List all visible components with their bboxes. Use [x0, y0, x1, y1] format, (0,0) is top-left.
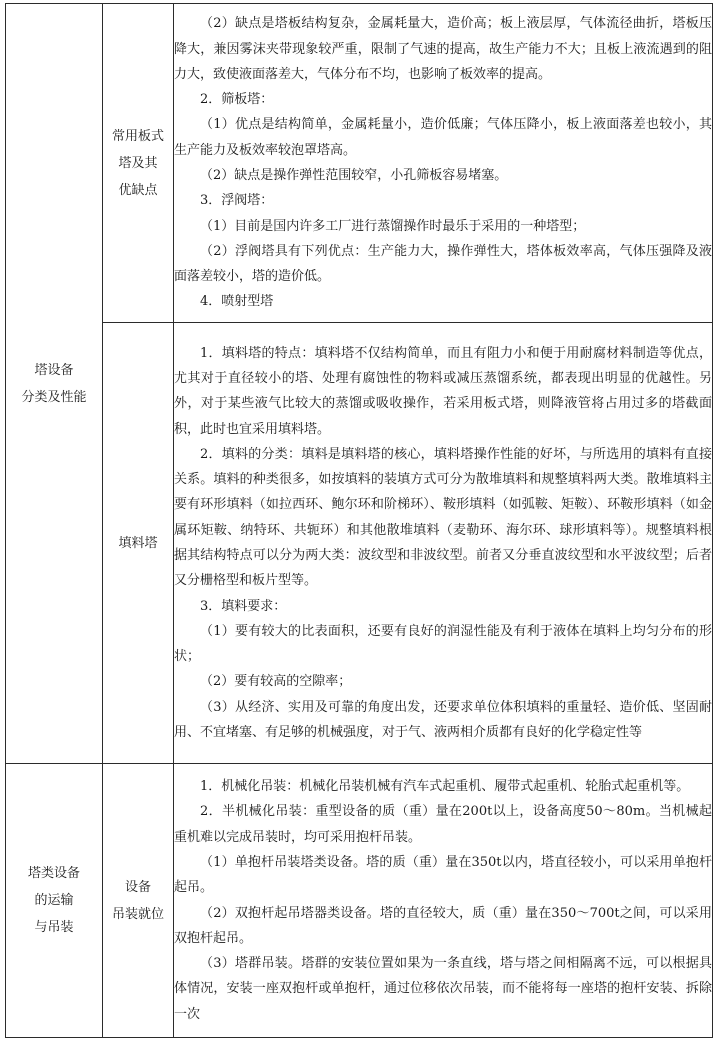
subcategory-line: 优缺点	[118, 182, 158, 198]
subcategory-line: 塔及其	[118, 155, 158, 171]
category-line: 与吊装	[34, 920, 74, 935]
table-row	[6, 4, 713, 323]
subcategory-cell	[103, 4, 174, 323]
content-cell	[174, 323, 713, 764]
subcategory-label	[103, 874, 173, 928]
paragraph: （2）要有较高的空隙率；	[200, 674, 352, 690]
content-table	[5, 3, 713, 1038]
paragraph: （1）目前是国内许多工厂进行蒸馏操作时最乐于采用的一种塔型；	[200, 218, 586, 234]
subcategory-cell	[103, 323, 174, 764]
category-label	[6, 860, 102, 941]
category-cell	[6, 4, 103, 764]
paragraph: （2）缺点是操作弹性范围较窄，小孔筛板容易堵塞。	[200, 168, 508, 183]
paragraph: （3）塔群吊装。塔群的安装位置如果为一条直线，塔与塔之间相隔离不远，可以根据具体情况，安装一座双抱杆或单抱杆，通过位移依次吊装，而不能将每一座塔的抱杆安装、拆除一次	[174, 956, 712, 1022]
subcategory-label	[103, 530, 173, 557]
category-label	[6, 357, 102, 411]
subcategory-line: 设备	[124, 879, 151, 895]
paragraph: 1．机械化吊装：机械化吊装机械有汽车式起重机、履带式起重机、轮胎式起重机等。	[200, 779, 690, 795]
category-line: 分类及性能	[21, 389, 87, 405]
paragraph: 2．半机械化吊装：重型设备的质（重）量在200t以上，设备高度50～80m。当机械起重机难以完成吊装时，均可采用抱杆吊装。	[174, 804, 712, 845]
paragraph: （1）优点是结构简单，金属耗量小，造价低廉；气体压降小，板上液面落差也较小，其生产能力及板效率较泡罩塔高。	[174, 117, 712, 158]
category-cell	[6, 764, 103, 1038]
table-row	[6, 764, 713, 1038]
subcategory-line: 填料塔	[118, 535, 158, 551]
category-line: 塔设备	[34, 362, 74, 378]
paragraph: 2．填料的分类：填料是填料塔的核心，填料塔操作性能的好坏，与所选用的填料有直接关系。填料的种类很多，如按填料的装填方式可分为散堆填料和规整填料两大类。散堆填料主要有环形填料（如拉西环、鲍尔环和阶梯环）、鞍形填料（如弧鞍、矩鞍）、环鞍形填料（如金属环矩鞍、纳特环、共轭环）和其他散堆填料（麦勒环、海尔环、球形填料等）。规整填料根据其结构特点可以分为两大类：波纹型和非波纹型。前者又分垂直波纹型和水平波纹型；后者又分栅格型和板片型等。	[174, 446, 712, 589]
table-row	[6, 323, 713, 764]
content-cell	[174, 764, 713, 1038]
subcategory-label	[103, 123, 173, 204]
category-line: 塔类设备	[27, 866, 80, 881]
category-line: 的运输	[34, 893, 74, 908]
subcategory-line: 常用板式	[111, 128, 164, 144]
paragraph: 3．浮阀塔：	[200, 193, 274, 209]
paragraph: 3．填料要求：	[200, 598, 287, 614]
paragraph: （2）浮阀塔具有下列优点：生产能力大，操作弹性大，塔体板效率高，气体压强降及液面落差较小，塔的造价低。	[174, 243, 712, 285]
paragraph: （3）从经济、实用及可靠的角度出发，还要求单位体积填料的重量轻、造价低、坚固耐用、不宜堵塞、有足够的机械强度，对于气、液两相介质都有良好的化学稳定性等	[174, 699, 712, 741]
content-cell	[174, 4, 713, 323]
paragraph: （1）单抱杆吊装塔类设备。塔的质（重）量在350t以内，塔直径较小，可以采用单抱杆起吊。	[174, 854, 712, 896]
subcategory-cell	[103, 764, 174, 1038]
paragraph: 2．筛板塔：	[200, 92, 274, 108]
subcategory-line: 吊装就位	[111, 906, 164, 922]
paragraph: （2）双抱杆起吊塔器类设备。塔的直径较大，质（重）量在350～700t之间，可以采用双抱杆起吊。	[174, 905, 712, 946]
paragraph: （1）要有较大的比表面积，还要有良好的润湿性能及有利于液体在填料上均匀分布的形状；	[174, 623, 712, 665]
paragraph: 1．填料塔的特点：填料塔不仅结构简单，而且有阻力小和便于用耐腐材料制造等优点，尤其对于直径较小的塔、处理有腐蚀性的物料或减压蒸馏系统，都表现出明显的优越性。另外，对于某些液气比较大的蒸馏或吸收操作，若采用板式塔，则降液管将占用过多的塔截面积，此时也宜采用填料塔。	[174, 345, 712, 437]
paragraph: 4．喷射型塔	[200, 294, 274, 310]
paragraph: （2）缺点是塔板结构复杂，金属耗量大，造价高；板上液层厚，气体流径曲折，塔板压降大，兼因雾沫夹带现象较严重，限制了气速的提高，故生产能力不大；且板上液流遇到的阻力大，致使液面落差大，气体分布不均，也影响了板效率的提高。	[174, 16, 712, 82]
